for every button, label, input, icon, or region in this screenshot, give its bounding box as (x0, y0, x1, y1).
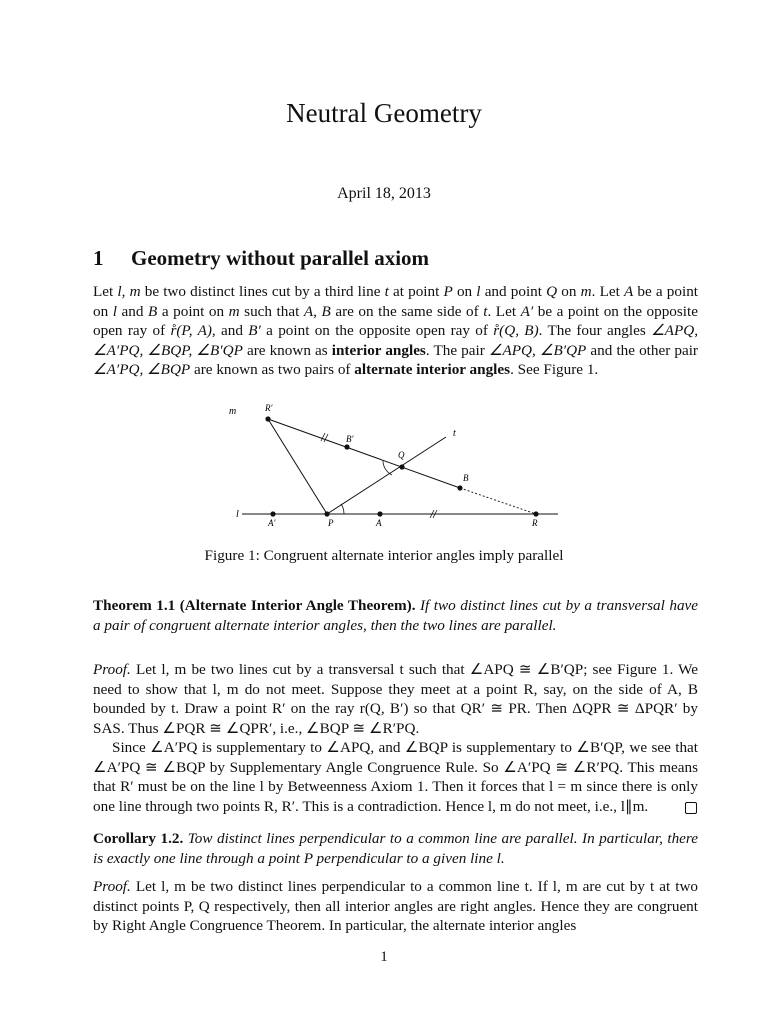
document-title: Neutral Geometry (286, 98, 482, 128)
theorem-label: Theorem 1.1 (93, 597, 176, 614)
point-b (457, 485, 462, 490)
theorem-name: (Alternate Interior Angle Theorem). (179, 597, 416, 614)
qed-icon (685, 802, 697, 814)
label-r-prime: R′ (265, 403, 273, 413)
page-number: 1 (380, 949, 388, 965)
label-l: l (236, 509, 239, 520)
proof-1-text-1: Let l, m be two lines cut by a transversal t such that ∠APQ ≅ ∠B′QP; see Figure 1. We need to show that l, m do not meet. Suppose they meet at a point R, say, on the side of A, B bounded by t. Draw a point R′ on the ray r(Q, B′) so that QR′ ≅ PR. Then ΔQPR ≅ ΔPQR′ by SAS. Thus ∠PQR ≅ ∠QPR′, i.e., ∠BQP ≅ ∠R′PQ. (93, 661, 698, 737)
angle-arc-p (341, 504, 344, 514)
point-r-prime (265, 416, 270, 421)
theorem-statement: If two distinct lines cut by a transversal have a pair of congruent alternate interior angles, then the two lines are parallel. (93, 597, 699, 634)
line-m-dotted (460, 488, 536, 514)
label-m: m (229, 406, 237, 417)
section-heading (93, 246, 429, 271)
label-a: A (376, 518, 382, 528)
document-date: April 18, 2013 (337, 185, 431, 202)
proof-1-paragraph-1 (93, 660, 698, 738)
proof-label: Proof. (93, 878, 131, 895)
label-q: Q (398, 450, 405, 460)
section-number: 1 (93, 246, 104, 270)
proof-2-text: Let l, m be two distinct lines perpendicular to a common line t. If l, m are cut by t at two distinct points P, Q respectively, then all interior angles are right angles. Hence they are congruent by Right Angle Congruence Theorem. In particular, the alternate interior angles (93, 878, 698, 935)
label-p: P (328, 518, 334, 528)
figure-caption: Figure 1: Congruent alternate interior angles imply parallel (204, 547, 564, 564)
theorem-1-1 (93, 596, 698, 635)
segment-r-prime-p (268, 419, 327, 514)
corollary-1-2 (93, 829, 698, 868)
figure-1-diagram (220, 400, 580, 535)
line-m-solid (268, 419, 460, 488)
point-p (324, 511, 329, 516)
corollary-statement: Tow distinct lines perpendicular to a common line are parallel. In particular, there is exactly one line through a point P perpendicular to a given line l. (93, 830, 698, 867)
point-a (377, 511, 382, 516)
term-interior-angles: interior angles (331, 341, 426, 359)
label-b: B (463, 473, 469, 483)
label-r: R (532, 518, 538, 528)
proof-label: Proof. (93, 661, 131, 678)
point-q (399, 464, 404, 469)
label-b-prime: B′ (346, 434, 354, 444)
intro-paragraph: Let l, m be two distinct lines cut by a third line t at point P on l and point Q on m. Let A be a point on l and B a point on m such that A, B are on the same side of t. Let A′ be a point on the opposite open ray of r̊(P, A), and B′ a point on the opposite open ray of r̊(Q, B). The four angles ∠APQ, ∠A′PQ, ∠BQP, ∠B′QP are known as interior angles. The pair ∠APQ, ∠B′QP and the other pair ∠A′PQ, ∠BQP are known as two pairs of alternate interior angles. See Figure 1. (93, 283, 699, 379)
proof-2-paragraph (93, 877, 698, 936)
term-alternate-interior-angles: alternate interior angles (354, 361, 511, 379)
line-t (327, 437, 446, 514)
label-t: t (453, 428, 456, 439)
point-b-prime (344, 444, 349, 449)
proof-1-paragraph-2: Since ∠A′PQ is supplementary to ∠APQ, and ∠BQP is supplementary to ∠B′QP, we see that ∠A′PQ ≅ ∠BQP by Supplementary Angle Congruence Rule. So ∠A′PQ ≅ ∠R′PQ. This means that R′ must be on the line l by Betweenness Axiom 1. Then it forces that l = m since there is only one line through two points R, R′. This is a contradiction. Hence l, m do not meet, i.e., l∥m. (93, 739, 698, 815)
point-r (533, 511, 538, 516)
point-a-prime (270, 511, 275, 516)
corollary-label: Corollary 1.2. (93, 830, 184, 847)
label-a-prime: A′ (268, 518, 276, 528)
section-title: Geometry without parallel axiom (131, 246, 430, 270)
